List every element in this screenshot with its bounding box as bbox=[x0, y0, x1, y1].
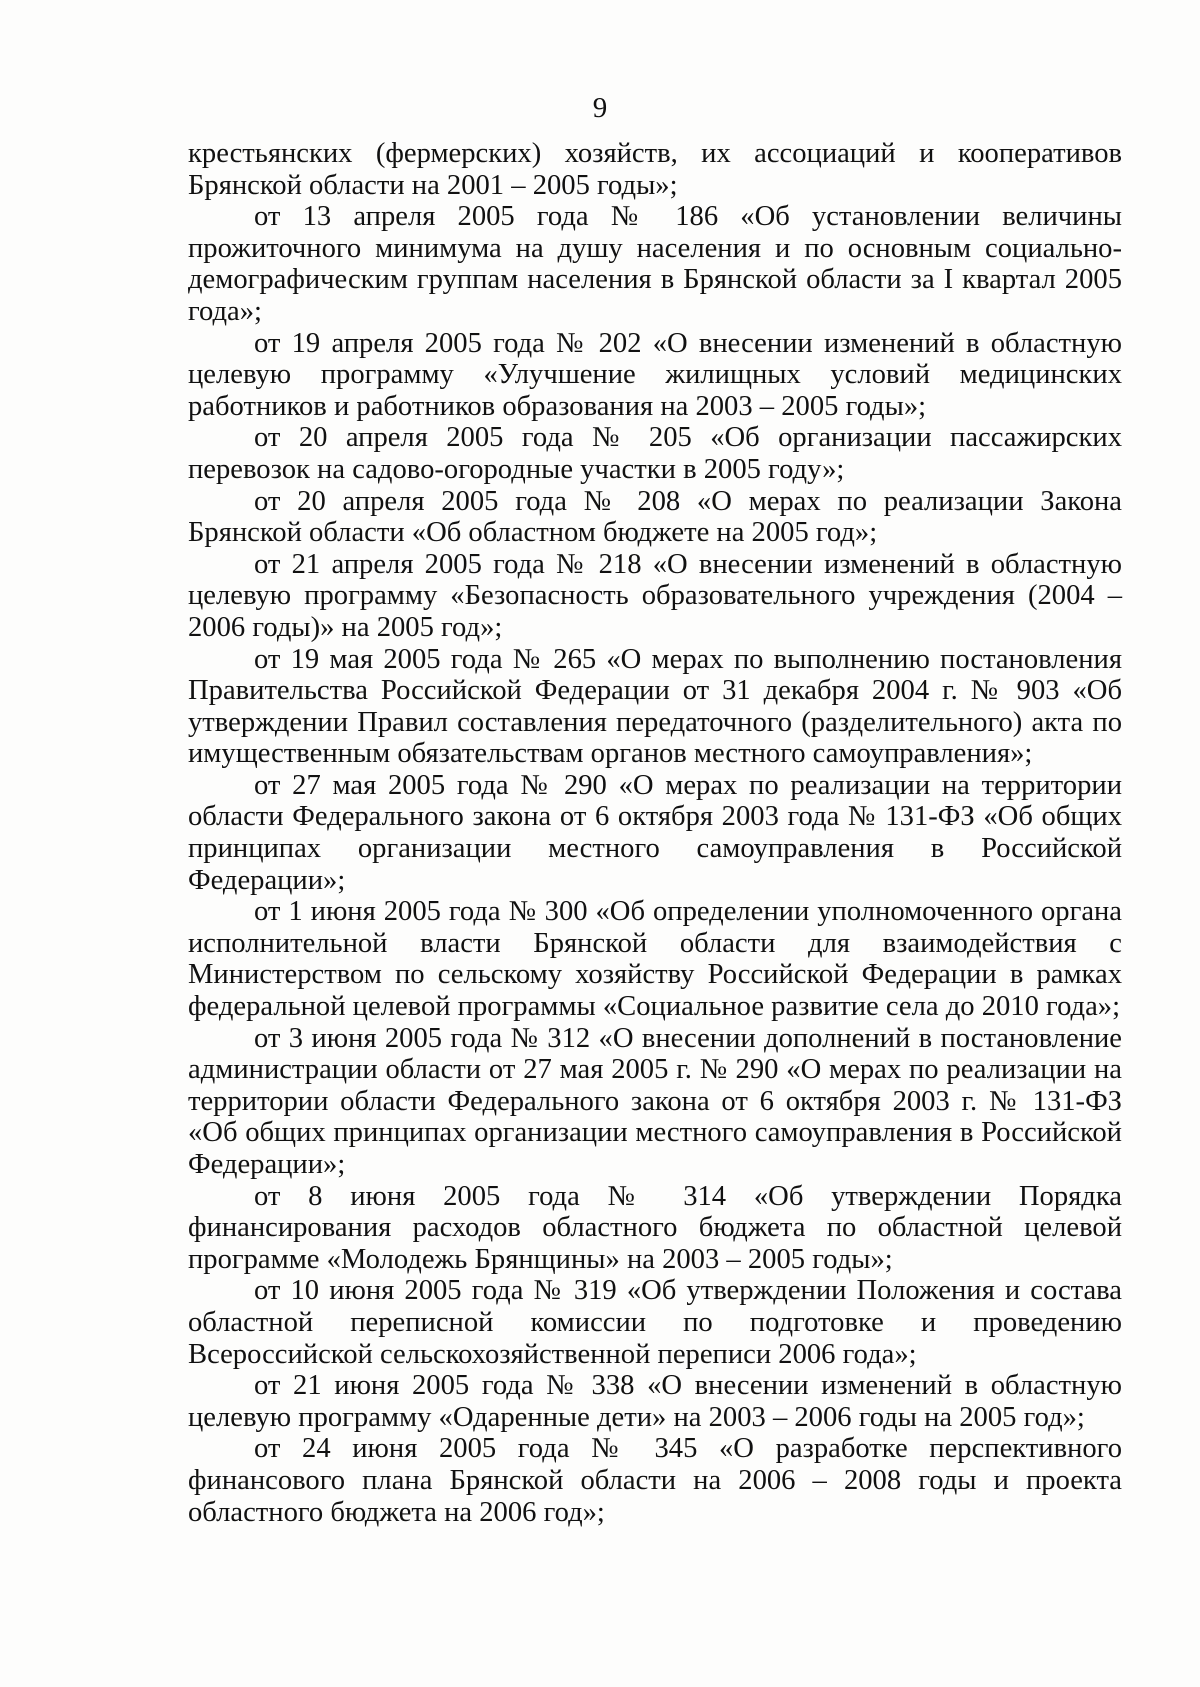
paragraph-resolution-300: от 1 июня 2005 года № 300 «Об определении уполномоченного органа исполнительной власти Брянской области для взаимодействия с Министерством по сельскому хозяйству Российской Федерации в рамках федеральной целевой программы «Социальное развитие села до 2010 года»; bbox=[188, 896, 1122, 1023]
paragraph-resolution-312: от 3 июня 2005 года № 312 «О внесении дополнений в постановление администрации области от 27 мая 2005 г. № 290 «О мерах по реализации на территории области Федерального закона от 6 октября 2003 г. № 131-ФЗ «Об общих принципах организации местного самоуправления в Российской Федерации»; bbox=[188, 1022, 1122, 1180]
paragraph-resolution-290: от 27 мая 2005 года № 290 «О мерах по реализации на территории области Федерального закона от 6 октября 2003 года № 131-ФЗ «Об общих принципах организации местного самоуправления в Российской Федерации»; bbox=[188, 769, 1122, 896]
document-body bbox=[188, 138, 1122, 1528]
paragraph-resolution-338: от 21 июня 2005 года № 338 «О внесении изменений в областную целевую программу «Одаренные дети» на 2003 – 2006 годы на 2005 год»; bbox=[188, 1370, 1122, 1433]
paragraph-resolution-202: от 19 апреля 2005 года № 202 «О внесении изменений в областную целевую программу «Улучшение жилищных условий медицинских работников и работников образования на 2003 – 2005 годы»; bbox=[188, 327, 1122, 422]
paragraph-resolution-319: от 10 июня 2005 года № 319 «Об утверждении Положения и состава областной переписной комиссии по подготовке и проведению Всероссийской сельскохозяйственной переписи 2006 года»; bbox=[188, 1275, 1122, 1370]
paragraph-continuation: крестьянских (фермерских) хозяйств, их ассоциаций и кооперативов Брянской области на 2001 – 2005 годы»; bbox=[188, 138, 1122, 201]
paragraph-resolution-265: от 19 мая 2005 года № 265 «О мерах по выполнению постановления Правительства Российской Федерации от 31 декабря 2004 г. № 903 «Об утверждении Правил составления передаточного (разделительного) акта по имущественным обязательствам органов местного самоуправления»; bbox=[188, 643, 1122, 770]
paragraph-resolution-218: от 21 апреля 2005 года № 218 «О внесении изменений в областную целевую программу «Безопасность образовательного учреждения (2004 – 2006 годы)» на 2005 год»; bbox=[188, 548, 1122, 643]
page-number: 9 bbox=[592, 92, 608, 124]
paragraph-resolution-314: от 8 июня 2005 года № 314 «Об утверждении Порядка финансирования расходов областного бюджета по областной целевой программе «Молодежь Брянщины» на 2003 – 2005 годы»; bbox=[188, 1180, 1122, 1275]
paragraph-resolution-205: от 20 апреля 2005 года № 205 «Об организации пассажирских перевозок на садово-огородные участки в 2005 году»; bbox=[188, 422, 1122, 485]
paragraph-resolution-186: от 13 апреля 2005 года № 186 «Об установлении величины прожиточного минимума на душу населения и по основным социально-демографическим группам населения в Брянской области за I квартал 2005 года»; bbox=[188, 201, 1122, 327]
paragraph-resolution-208: от 20 апреля 2005 года № 208 «О мерах по реализации Закона Брянской области «Об областном бюджете на 2005 год»; bbox=[188, 485, 1122, 549]
paragraph-resolution-345: от 24 июня 2005 года № 345 «О разработке перспективного финансового плана Брянской области на 2006 – 2008 годы и проекта областного бюджета на 2006 год»; bbox=[188, 1433, 1122, 1528]
